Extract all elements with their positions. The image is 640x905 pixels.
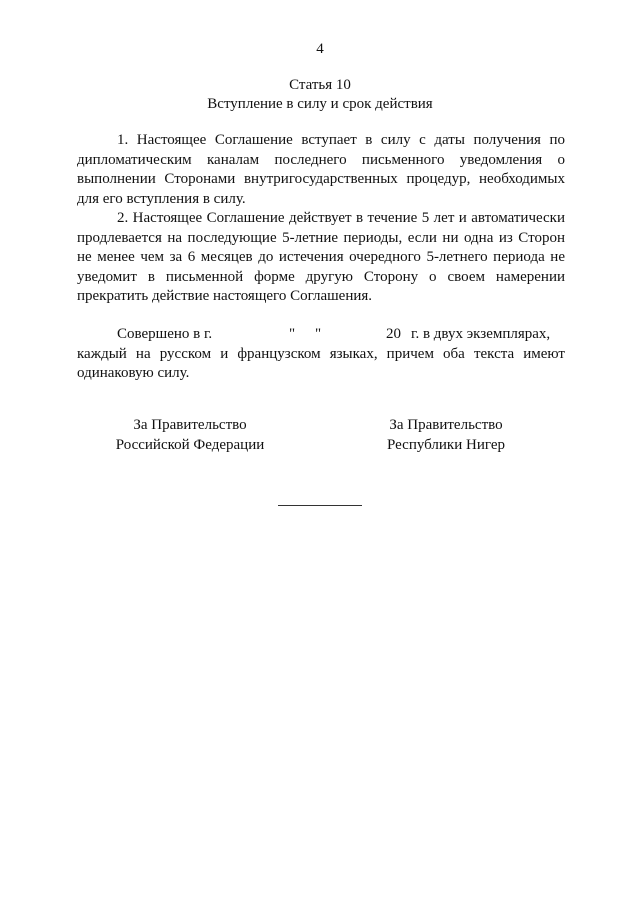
paragraph-2: 2. Настоящее Соглашение действует в течение 5 лет и автоматически продлевается на последующие 5-летние периоды, если ни одна из Сторон не менее чем за 6 месяцев до истечения очередного 5-летнего периода не уведомит в письменной форме другую Сторону о своем намерении прекратить действие настоящего Соглашения. (77, 210, 565, 304)
done-quote-close: " (315, 326, 322, 342)
signature-russia-line-2: Российской Федерации (115, 436, 265, 453)
done-quote-open: " (289, 326, 296, 342)
paragraph-1: 1. Настоящее Соглашение вступает в силу с даты получения по дипломатическим каналам последнего письменного уведомления о выполнении Сторонами внутригосударственных процедур, необходимых для его вступления в силу. (77, 132, 565, 207)
done-prefix: Совершено в г. (117, 326, 213, 342)
article-title: Статья 10 (289, 77, 351, 93)
page-number: 4 (316, 41, 324, 57)
done-clause (77, 325, 565, 384)
done-rest: каждый на русском и французском языках, причем оба текста имеют одинаковую силу. (77, 345, 565, 381)
signature-russia (80, 416, 300, 455)
signature-niger-line-1: За Правительство (389, 417, 503, 433)
end-divider-line (278, 505, 362, 506)
signature-russia-line-1: За Правительство (133, 417, 247, 433)
done-first-line (77, 325, 565, 345)
signature-niger (336, 416, 556, 455)
done-suffix: г. в двух экземплярах, (411, 326, 551, 342)
done-year: 20 (386, 326, 401, 342)
article-subtitle: Вступление в силу и срок действия (207, 96, 433, 112)
signature-niger-line-2: Республики Нигер (387, 436, 505, 453)
